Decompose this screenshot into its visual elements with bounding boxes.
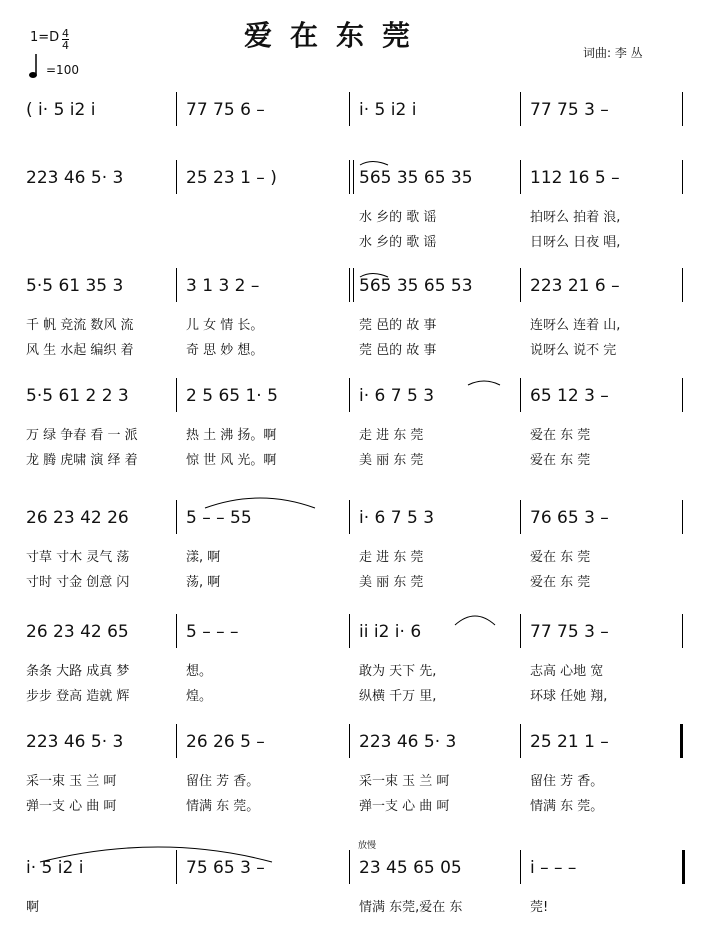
measure-notes: 5 – – 55 (186, 508, 252, 528)
lyric-line: 千 帆 竞流 数风 流 (26, 318, 134, 333)
measure-notes: 223 21 6 – (530, 276, 620, 296)
measure-notes: 5·5 61 2 2 3 (26, 386, 129, 406)
measure-notes: ( i· 5 i2 i (26, 100, 96, 120)
lyric-line: 日呀么 日夜 唱, (530, 235, 621, 250)
lyric-line: 龙 腾 虎啸 演 绎 着 (26, 453, 138, 468)
measure-notes: 565 35 65 53 (359, 276, 473, 296)
lyric-line: 情满 东莞,爱在 东 (359, 900, 463, 915)
measure-notes: i· 6 7 5 3 (359, 508, 435, 528)
lyric-line: 莞 邑的 故 事 (359, 343, 437, 358)
lyric-line: 走 进 东 莞 (359, 550, 424, 565)
lyric-line: 寸时 寸金 创意 闪 (26, 575, 130, 590)
measure-notes: i· 5 i2 i (26, 858, 84, 878)
lyric-line: 煌。 (186, 689, 213, 704)
measure-notes: 2 5 65 1· 5 (186, 386, 278, 406)
lyric-line: 弹一支 心 曲 呵 (359, 799, 450, 814)
lyric-line: 留住 芳 香。 (530, 774, 604, 789)
lyric-line: 风 生 水起 编织 着 (26, 343, 134, 358)
measure-notes: 3 1 3 2 – (186, 276, 260, 296)
measure-notes: 65 12 3 – (530, 386, 609, 406)
measure-notes: 5·5 61 35 3 (26, 276, 124, 296)
lyric-line: 采一束 玉 兰 呵 (26, 774, 117, 789)
measure-notes: 25 23 1 – ) (186, 168, 277, 188)
lyric-line: 惊 世 风 光。啊 (186, 453, 277, 468)
lyric-line: 荡, 啊 (186, 575, 221, 590)
measure-notes: 23 45 65 05 (359, 858, 462, 878)
measure-notes: 26 23 42 65 (26, 622, 129, 642)
lyric-line: 环球 任她 翔, (530, 689, 608, 704)
measure-notes: 112 16 5 – (530, 168, 620, 188)
lyric-line: 走 进 东 莞 (359, 428, 424, 443)
measure-notes: 76 65 3 – (530, 508, 609, 528)
measure-notes: 5 – – – (186, 622, 239, 642)
lyric-line: 奇 思 妙 想。 (186, 343, 264, 358)
lyric-line: 爱在 东 莞 (530, 453, 591, 468)
lyric-line: 莞 邑的 故 事 (359, 318, 437, 333)
lyric-line: 水 乡的 歌 谣 (359, 210, 437, 225)
lyric-line: 纵横 千万 里, (359, 689, 437, 704)
measure-notes: 565 35 65 35 (359, 168, 473, 188)
measure-notes: 75 65 3 – (186, 858, 265, 878)
lyric-line: 爱在 东 莞 (530, 428, 591, 443)
lyric-line: 步步 登高 造就 辉 (26, 689, 130, 704)
measure-notes: i· 5 i2 i (359, 100, 417, 120)
lyric-line: 想。 (186, 664, 213, 679)
lyric-line: 万 绿 争春 看 一 派 (26, 428, 138, 443)
lyric-line: 啊 (26, 900, 40, 915)
measure-notes: ii i2 i· 6 (359, 622, 422, 642)
meter-bottom: 4 (62, 39, 69, 52)
lyric-line: 爱在 东 莞 (530, 575, 591, 590)
author-credit: 词曲: 李 丛 (583, 46, 643, 60)
tempo-change-mark: 放慢 (358, 841, 377, 851)
measure-notes: 77 75 3 – (530, 622, 609, 642)
page-title: 爱在东莞 (244, 19, 429, 52)
lyric-line: 爱在 东 莞 (530, 550, 591, 565)
tempo-mark: =100 (46, 63, 79, 77)
lyric-line: 儿 女 情 长。 (186, 318, 264, 333)
measure-notes: 223 46 5· 3 (359, 732, 457, 752)
measure-notes: 223 46 5· 3 (26, 732, 124, 752)
lyric-line: 寸草 寸木 灵气 荡 (26, 550, 130, 565)
measure-notes: 223 46 5· 3 (26, 168, 124, 188)
lyric-line: 弹一支 心 曲 呵 (26, 799, 117, 814)
lyric-line: 漾, 啊 (186, 550, 221, 565)
lyric-line: 留住 芳 香。 (186, 774, 260, 789)
lyric-line: 莞! (530, 900, 549, 915)
lyric-line: 美 丽 东 莞 (359, 453, 424, 468)
measure-notes: i – – – (530, 858, 577, 878)
lyric-line: 热 土 沸 扬。啊 (186, 428, 277, 443)
measure-notes: 77 75 6 – (186, 100, 265, 120)
lyric-line: 连呀么 连着 山, (530, 318, 621, 333)
measure-notes: 25 21 1 – (530, 732, 609, 752)
lyric-line: 水 乡的 歌 谣 (359, 235, 437, 250)
lyric-line: 条条 大路 成真 梦 (26, 664, 130, 679)
lyric-line: 采一束 玉 兰 呵 (359, 774, 450, 789)
lyric-line: 情满 东 莞。 (186, 799, 260, 814)
measure-notes: 77 75 3 – (530, 100, 609, 120)
lyric-line: 情满 东 莞。 (530, 799, 604, 814)
key-signature: 1=D (30, 30, 60, 45)
lyric-line: 说呀么 说不 完 (530, 343, 617, 358)
meter-top: 4 (62, 27, 69, 40)
measure-notes: i· 6 7 5 3 (359, 386, 435, 406)
lyric-line: 拍呀么 拍着 浪, (530, 210, 621, 225)
lyric-line: 美 丽 东 莞 (359, 575, 424, 590)
measure-notes: 26 23 42 26 (26, 508, 129, 528)
measure-notes: 26 26 5 – (186, 732, 265, 752)
lyric-line: 志高 心地 宽 (530, 664, 604, 679)
lyric-line: 敢为 天下 先, (359, 664, 437, 679)
